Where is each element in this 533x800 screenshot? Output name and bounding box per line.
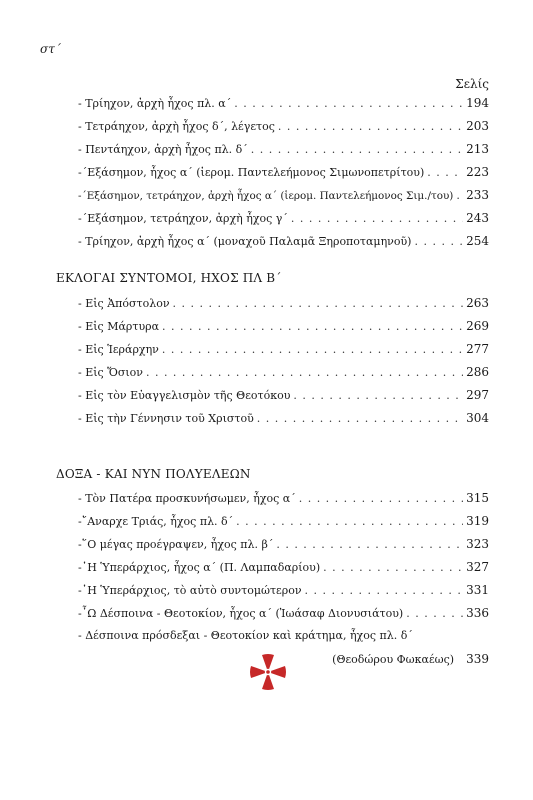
dot-leader: [323, 561, 463, 574]
dot-leader: [414, 235, 463, 248]
dot-leader: [427, 166, 463, 179]
toc-entry-author: (Θεοδώρου Φωκαέως): [332, 653, 455, 666]
toc-entry-page: 336: [466, 606, 489, 620]
toc-entry-page: 315: [466, 491, 489, 505]
dot-leader: [456, 189, 463, 202]
toc-entry-continuation[interactable]: [332, 652, 489, 670]
toc-entry-page: 304: [466, 411, 489, 425]
cross-ornament-icon: [248, 652, 288, 692]
toc-entry-title: -῏Ω Δέσποινα - Θεοτοκίον, ἦχος α΄ (Ἰωάσαφ Διονυσιάτου): [78, 607, 404, 620]
page-number: στ΄: [40, 42, 61, 56]
toc-entry-page: 331: [466, 583, 489, 597]
toc-entry-page: 263: [466, 296, 489, 310]
dot-leader: [162, 320, 463, 333]
dot-leader: [173, 297, 464, 310]
toc-entry-title: - Τρίηχον, ἀρχὴ ἦχος πλ. α΄: [78, 97, 232, 110]
toc-entry[interactable]: [78, 537, 489, 555]
toc-entry-title: - Δέσποινα πρόσδεξαι - Θεοτοκίον καὶ κράτημα, ἦχος πλ. δ΄: [78, 629, 413, 642]
toc-entry-title: - Τὸν Πατέρα προσκυνήσωμεν, ἦχος α΄: [78, 492, 296, 505]
toc-entry-page: 286: [466, 365, 489, 379]
dot-leader: [146, 366, 463, 379]
toc-entry[interactable]: [78, 411, 489, 429]
pages-column-header: Σελίς: [455, 77, 489, 91]
toc-entry-page: 203: [466, 119, 489, 133]
toc-entry-title: - Εἰς Μάρτυρα: [78, 320, 160, 333]
toc-entry[interactable]: [78, 514, 489, 532]
toc-entry-title: -῎Αναρχε Τριάς, ἦχος πλ. δ΄: [78, 515, 234, 528]
dot-leader: [257, 412, 463, 425]
toc-entry-page: 327: [466, 560, 489, 574]
toc-entry-title: - Εἰς Ἀπόστολον: [78, 297, 170, 310]
toc-entry-page: 223: [466, 165, 489, 179]
toc-entry-page: 243: [466, 211, 489, 225]
toc-entry[interactable]: [78, 165, 489, 183]
dot-leader: [305, 584, 464, 597]
toc-entry[interactable]: [78, 629, 489, 647]
toc-entry[interactable]: [78, 142, 489, 160]
toc-entry[interactable]: [78, 211, 489, 229]
toc-entry-title: -῾Η Ὑπεράρχιος, ἦχος α΄ (Π. Λαμπαδαρίου): [78, 561, 321, 574]
toc-entry-page: 319: [466, 514, 489, 528]
toc-entry-page: 269: [466, 319, 489, 333]
dot-leader: [291, 212, 463, 225]
toc-entry[interactable]: [78, 119, 489, 137]
dot-leader: [276, 538, 463, 551]
dot-leader: [278, 120, 463, 133]
toc-entry[interactable]: [78, 388, 489, 406]
dot-leader: [162, 343, 463, 356]
dot-leader: [236, 515, 463, 528]
toc-entry[interactable]: [78, 583, 489, 601]
toc-entry-title: - Πεντάηχον, ἀρχὴ ἦχος πλ. δ΄: [78, 143, 248, 156]
section-heading: ΕΚΛΟΓΑΙ ΣΥΝΤΟΜΟΙ, ΗΧΟΣ ΠΛ Β΄: [56, 271, 282, 285]
toc-entry-title: - Εἰς τὸν Εὐαγγελισμὸν τῆς Θεοτόκου: [78, 389, 291, 402]
toc-entry[interactable]: [78, 342, 489, 360]
dot-leader: [406, 607, 463, 620]
toc-entry-page: 297: [466, 388, 489, 402]
toc-entry-title: - Εἰς Ὅσιον: [78, 366, 143, 379]
dot-leader: [251, 143, 463, 156]
toc-entry-page: 194: [466, 96, 489, 110]
toc-entry-title: -῞Ο μέγας προέγραψεν, ἦχος πλ. β΄: [78, 538, 274, 551]
dot-leader: [234, 97, 463, 110]
toc-entry-title: - Εἰς τὴν Γέννησιν τοῦ Χριστοῦ: [78, 412, 254, 425]
toc-entry-title: -΄Εξάσημον, τετράηχον, ἀρχὴ ἦχος α΄ (ἱερομ. Παντελεήμονος Σιμ./του): [78, 190, 454, 202]
toc-entry[interactable]: [78, 365, 489, 383]
dot-leader: [299, 492, 463, 505]
toc-entry-title: - Τετράηχον, ἀρχὴ ἦχος δ΄, λέγετος: [78, 120, 275, 133]
toc-entry-title: - Τρίηχον, ἀρχὴ ἦχος α΄ (μοναχοῦ Παλαμᾶ Ξηροποταμηνοῦ): [78, 235, 412, 248]
toc-entry[interactable]: [78, 491, 489, 509]
toc-entry-page: 339: [466, 652, 489, 666]
toc-entry[interactable]: [78, 606, 489, 624]
toc-entry-page: 213: [466, 142, 489, 156]
toc-entry[interactable]: [78, 296, 489, 314]
toc-entry[interactable]: [78, 188, 489, 206]
toc-entry-title: -΄Εξάσημον, τετράηχον, ἀρχὴ ἦχος γ΄: [78, 212, 288, 225]
toc-entry-title: -΄Εξάσημον, ἦχος α΄ (ἱερομ. Παντελεήμονος Σιμωνοπετρίτου): [78, 166, 425, 179]
toc-entry[interactable]: [78, 234, 489, 252]
toc-entry-page: 233: [466, 188, 489, 202]
toc-entry-title: - Εἰς Ἱεράρχην: [78, 343, 159, 356]
toc-entry[interactable]: [78, 560, 489, 578]
section-heading: ΔΟΞΑ - ΚΑΙ ΝΥΝ ΠΟΛΥΕΛΕΩΝ: [56, 467, 251, 481]
dot-leader: [293, 389, 463, 402]
toc-entry-page: 254: [466, 234, 489, 248]
toc-entry-page: 323: [466, 537, 489, 551]
toc-entry-title: -῾Η Ὑπεράρχιος, τὸ αὐτὸ συντομώτερον: [78, 584, 302, 597]
toc-entry[interactable]: [78, 96, 489, 114]
toc-entry[interactable]: [78, 319, 489, 337]
toc-entry-page: 277: [466, 342, 489, 356]
